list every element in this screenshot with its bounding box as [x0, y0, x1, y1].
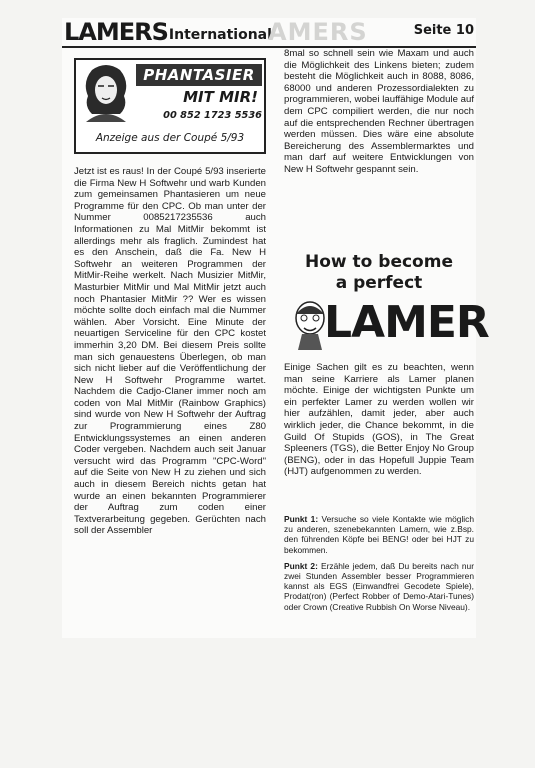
logo-international: International — [168, 27, 272, 43]
advertisement-box — [74, 58, 266, 154]
point-label: Punkt 2: — [284, 560, 318, 571]
point-item — [284, 561, 474, 612]
magazine-logo — [64, 18, 272, 44]
right-column-top — [284, 48, 474, 176]
bleed-through-text: AMERS — [268, 18, 368, 46]
lamer-logo — [284, 296, 489, 354]
page-header — [62, 18, 476, 48]
article-paragraph: Jetzt ist es raus! In der Coupé 5/93 inserierte die Firma New H Softwehr und warb Kunden zum gemeinsamen Phantasieren um neue Programme für den CPC. Ob man unter der Nummer 0085217235536 auch Informationen zu Mal MitMir bekommt ist allerdings mehr als fraglich. Zumindest hat es den Anschein, daß die Fa. New H Softwehr an weiteren Programmen der MitMir-Reihe werkelt. Nach Musizier MitMir, Masturbier MitMir und Mal MitMir jetzt auch noch Phantasier MitMir ?? Wer es wissen möchte sollte doch einfach mal die Nummer wählen. Aber Vorsicht. Eine Minute der neuartigen Serviceline für den CPC kostet immerhin 3,20 DM. Bei diesem Preis sollte man sich genauestens Überlegen, ob man sich nicht lieber auf die Veröffentlichung der New H Softwehr Programme wartet. Nachdem die Cadjo-Claner immer noch am coden von Mal MitMir (Rainbow Graphics) sind wurde von New H Softwehr der Auftrag zur Programmierung eines Z80 Entwicklungssystemes an einen anderen Coder vergeben. Nachdem auch seit Januar versucht wird das Programm "CPC-Word" auf die Seite von New H zu ziehen und sich auch in diesem Bereich nichts getan hat wurde an einen bekannten Programmierer der Auftrag zum coden einer Textverarbeitung gegeben. Gerüchten nach soll der Assembler — [74, 166, 266, 537]
points-list — [284, 514, 474, 618]
logo-lamers: LAMERS — [64, 18, 168, 46]
ad-caption: Anzeige aus der Coupé 5/93 — [95, 132, 245, 144]
right-column-intro — [284, 362, 474, 478]
article-paragraph-continued: 8mal so schnell sein wie Maxam und auch die Möglichkeit des Linkens bieten; zudem besteht die Möglichkeit auch in 8088, 8086, 68000 und anderen Prozessordialekten zu programmieren, wobei lauffähige Module auf dem CPC compiliert werden, die nur noch auf die entsprechenden Rechner übertragen werden müssen. Dies wäre eine absolute Bereicherung des Assemblermarktes und man darf auf weitere Entwicklungen von New H Softwehr gespannt sein. — [284, 48, 474, 175]
ad-phone: 00 852 1723 5536 — [163, 110, 262, 121]
magazine-page — [62, 18, 489, 638]
ad-subtitle: MIT MIR! — [183, 88, 258, 106]
left-column — [74, 166, 266, 537]
portrait-photo — [78, 62, 134, 122]
howto-heading — [284, 252, 474, 294]
howto-line-1: How to become — [305, 252, 453, 272]
point-text: Versuche so viele Kontakte wie möglich zu anderen, szenebekannten Lamern, wie z.Bsp. den führenden Köpfe bei BENG! oder bei HJT zu bekommen. — [284, 514, 475, 555]
point-text: Erzähle jedem, daß Du bereits nach nur zwei Stunden Assembler besser Programmieren kannst als EGS (Einwandfrei Gecodete Spiele), Prodat(ron) (Perfect Robber of Demo-Atari-Tunes) oder Crown (Creative Rubbish On Worse Niveau). — [284, 560, 474, 612]
point-item — [284, 514, 474, 555]
intro-paragraph: Einige Sachen gilt es zu beachten, wenn man seine Karriere als Lamer planen möchte. Einige der wichtigsten Punkte um ein perfekter Lamer zu werden wollen wir hier aufzählen, damit jeder, aber auch wirklich jeder, die Chance bekommt, in die Guild Of Stupids (GOS), in The Great Spleeners (TGS), die Better Enjoy No Group (BENG), oder in das Hopefull Juppie Team (HJT) aufgenommen zu werden. — [284, 362, 474, 478]
page-number: Seite 10 — [413, 23, 474, 38]
lamer-cartoon-icon — [292, 300, 328, 350]
ad-title: PHANTASIER — [136, 64, 262, 86]
point-label: Punkt 1: — [284, 514, 319, 524]
lamer-logo-text: LAMER — [324, 297, 489, 348]
howto-line-2: a perfect — [335, 273, 423, 293]
